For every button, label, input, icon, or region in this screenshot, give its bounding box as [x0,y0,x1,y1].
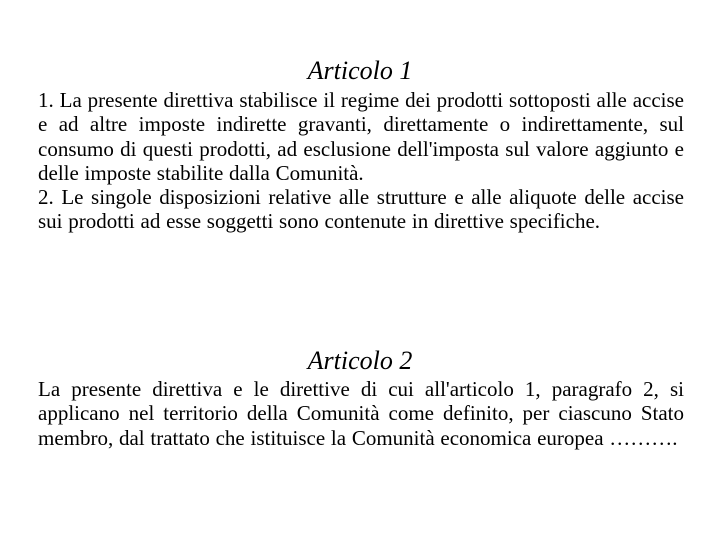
article-1-title: Articolo 1 [307,56,413,85]
article-2-title: Articolo 2 [307,346,413,375]
article-1-paragraph-1: 1. La presente direttiva stabilisce il regime dei prodotti sottoposti alle accise e ad altre imposte indirette gravanti, direttamente o indirettamente, sul consumo di questi prodotti, ad esclusione dell'imposta sul valore aggiunto e delle imposte stabilite dalla Comunità. [38,88,684,185]
article-1-body [38,88,684,234]
article-2-body [38,377,684,450]
article-1-paragraph-2: 2. Le singole disposizioni relative alle strutture e alle aliquote delle accise sui prodotti ad esse soggetti sono contenute in direttive specifiche. [38,185,684,234]
article-2-paragraph-1: La presente direttiva e le direttive di cui all'articolo 1, paragrafo 2, si applicano nel territorio della Comunità come definito, per ciascuno Stato membro, dal trattato che istituisce la Comunità economica europea ………. [38,377,684,450]
